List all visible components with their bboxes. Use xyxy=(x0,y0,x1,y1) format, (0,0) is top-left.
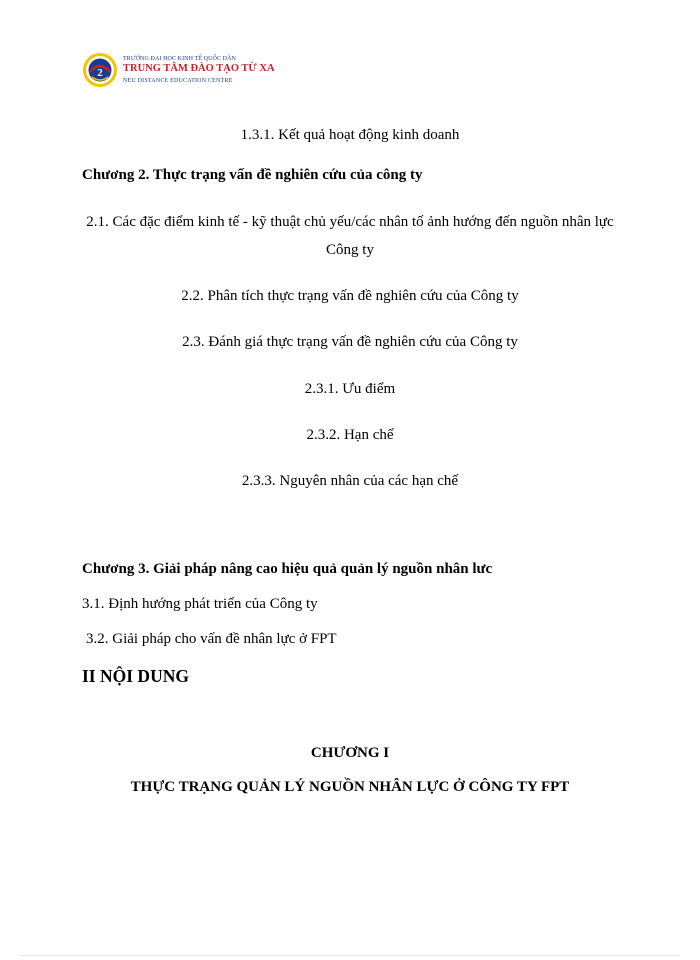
logo-centre-name: TRUNG TÂM ĐÀO TẠO TỪ XA xyxy=(123,63,275,75)
neu-emblem-icon xyxy=(82,52,118,88)
section-title: II NỘI DUNG xyxy=(82,666,189,686)
toc-item-2-2: 2.2. Phân tích thực trạng vấn đề nghiên cứu của Công ty xyxy=(181,288,519,304)
page-bottom-divider xyxy=(20,955,680,956)
logo-centre-name-en: NEU DISTANCE EDUCATION CENTRE xyxy=(123,77,233,84)
toc-item-1-3-1: 1.3.1. Kết quả hoạt động kinh doanh xyxy=(240,127,460,143)
toc-item-2-3: 2.3. Đánh giá thực trạng vấn đề nghiên cứu của Công ty xyxy=(182,334,518,350)
institution-logo xyxy=(82,52,275,88)
svg-text:2: 2 xyxy=(97,67,103,79)
toc-item-3-2: 3.2. Giải pháp cho vấn đề nhân lực ở FPT xyxy=(86,631,337,647)
chapter-heading: CHƯƠNG I xyxy=(310,745,390,761)
toc-item-2-3-3: 2.3.3. Nguyên nhân của các hạn chế xyxy=(241,473,459,489)
toc-chapter-2: Chương 2. Thực trạng vấn đề nghiên cứu của công ty xyxy=(82,167,423,183)
toc-chapter-3: Chương 3. Giải pháp nâng cao hiệu quả quản lý nguồn nhân lưc xyxy=(82,561,493,577)
toc-item-2-1: 2.1. Các đặc điểm kinh tế - kỹ thuật chủ yếu/các nhân tố ảnh hướng đến nguồn nhân lực Công ty xyxy=(86,214,614,258)
toc-item-3-1: 3.1. Định hướng phát triển của Công ty xyxy=(82,596,318,612)
chapter-subtitle: THỰC TRẠNG QUẢN LÝ NGUỒN NHÂN LỰC Ở CÔNG TY FPT xyxy=(130,779,570,795)
toc-item-2-3-1: 2.3.1. Ưu điểm xyxy=(304,381,396,397)
logo-university-name: TRƯỜNG ĐẠI HỌC KINH TẾ QUỐC DÂN xyxy=(123,56,236,63)
toc-item-2-3-2: 2.3.2. Hạn chế xyxy=(306,427,394,443)
